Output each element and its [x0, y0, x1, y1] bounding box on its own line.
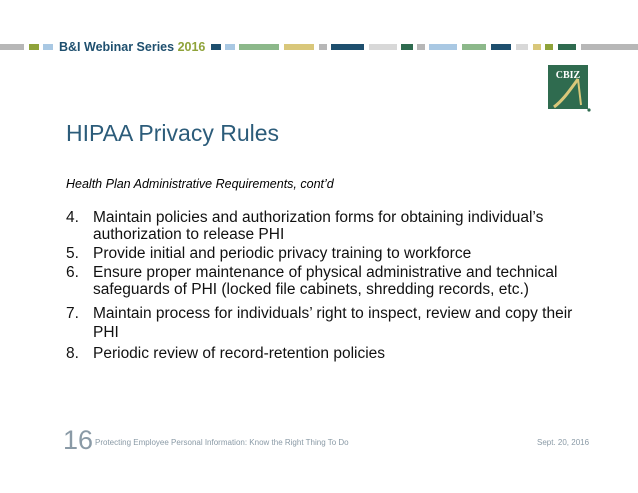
- banner-stripe: [429, 44, 457, 50]
- list-item: [66, 304, 586, 342]
- list-item-number: 8.: [66, 345, 79, 362]
- footer-date: Sept. 20, 2016: [537, 438, 590, 447]
- list-item-number: 7.: [66, 305, 79, 322]
- banner-stripe: [331, 44, 364, 50]
- list-item-text: Provide initial and periodic privacy training to workforce: [93, 245, 472, 262]
- banner-stripe: [319, 44, 327, 50]
- banner-stripe: [491, 44, 511, 50]
- cbiz-logo: [548, 65, 592, 112]
- slide-title: HIPAA Privacy Rules: [66, 120, 280, 146]
- banner-stripe: [558, 44, 576, 50]
- requirements-list: [66, 209, 586, 362]
- banner-stripe: [545, 44, 553, 50]
- list-item-text: Maintain process for individuals’ right to inspect, review and copy their PHI: [93, 305, 573, 341]
- series-year: 2016: [177, 40, 206, 54]
- banner-stripe: [43, 44, 53, 50]
- footer-title: Protecting Employee Personal Information: Know the Right Thing To Do: [95, 438, 349, 447]
- cbiz-logo-icon: [548, 65, 592, 112]
- page-number: 16: [63, 425, 94, 455]
- banner-stripe: [284, 44, 314, 50]
- series-banner: [0, 39, 638, 55]
- banner-stripe: [211, 44, 221, 50]
- list-item-text: Periodic review of record-retention policies: [93, 345, 386, 362]
- list-item-text: Maintain policies and authorization forms for obtaining individual’s authorization to release PHI: [93, 209, 544, 243]
- series-label: [59, 39, 205, 55]
- banner-stripe: [462, 44, 486, 50]
- list-item: [66, 245, 586, 262]
- list-item-number: 6.: [66, 264, 79, 281]
- list-item: [66, 209, 586, 243]
- banner-stripe: [0, 44, 24, 50]
- banner-stripe: [533, 44, 541, 50]
- banner-stripe: [29, 44, 39, 50]
- series-name: B&I Webinar Series: [59, 40, 175, 54]
- banner-stripe: [401, 44, 413, 50]
- list-item-text: Ensure proper maintenance of physical administrative and technical safeguards of PHI (locked file cabinets, shredding records, etc.): [93, 264, 558, 298]
- slide-subtitle: Health Plan Administrative Requirements, cont’d: [66, 177, 334, 191]
- banner-stripe: [239, 44, 279, 50]
- banner-stripe: [516, 44, 528, 50]
- banner-stripe: [369, 44, 397, 50]
- banner-stripe: [417, 44, 425, 50]
- banner-stripe: [581, 44, 638, 50]
- list-item-number: 4.: [66, 209, 79, 226]
- logo-text: CBIZ: [555, 70, 581, 81]
- list-item-number: 5.: [66, 245, 79, 262]
- banner-stripe: [225, 44, 235, 50]
- list-item: [66, 264, 586, 298]
- list-item: [66, 345, 586, 362]
